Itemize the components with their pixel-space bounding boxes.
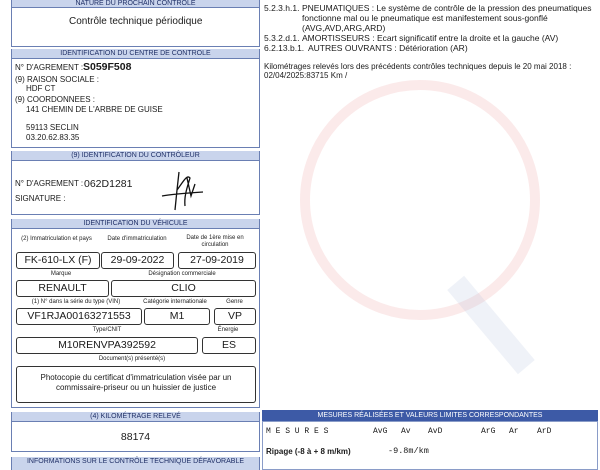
phone-number: 03.20.62.83.35: [26, 133, 80, 142]
km-value: 88174: [120, 431, 151, 443]
defect-1-code: 5.2.3.h.1.: [264, 3, 300, 13]
defect-3-text: AUTRES OUVRANTS : Détérioration (AR): [308, 43, 468, 53]
raison-sociale-label: (9) RAISON SOCIALE :: [15, 75, 100, 84]
controller-box: [11, 160, 260, 215]
ripage-label: Ripage (-8 à + 8 m/km): [266, 447, 351, 456]
vehicle-box: [11, 228, 260, 408]
center-agrement-label: N° D'AGREMENT :: [15, 63, 84, 72]
defect-1-text: PNEUMATIQUES : Le système de contrôle de la pression des pneumatiques fonctionne mal ou le pneumatique est manifestement sous-gonflé (AVG,AVD,ARG,ARD): [302, 3, 592, 33]
type-value: M10RENVPA392592: [16, 337, 198, 354]
measures-box: [262, 421, 598, 470]
defect-2-code: 5.3.2.d.1.: [264, 33, 300, 43]
immat-value: FK-610-LX (F): [16, 252, 100, 269]
defect-2-text: AMORTISSEURS : Ecart significatif entre la droite et la gauche (AV): [302, 33, 559, 43]
col-arg: ArG: [481, 427, 496, 436]
signature-label: SIGNATURE :: [15, 194, 66, 203]
col-ard: ArD: [537, 427, 552, 436]
center-agrement-value: S059F508: [83, 61, 132, 73]
designation-label: Désignation commerciale: [148, 271, 216, 277]
energie-label: Énergie: [217, 327, 239, 333]
watermark-ring-icon: [300, 80, 540, 320]
unfavorable-header: INFORMATIONS SUR LE CONTRÔLE TECHNIQUE DÉFAVORABLE: [11, 457, 260, 470]
address-line2: 59113 SECLIN: [26, 123, 79, 132]
measures-header: MESURES RÉALISÉES ET VALEURS LIMITES CORRESPONDANTES: [262, 410, 598, 421]
vin-value: VF1RJA00163271553: [16, 308, 142, 325]
genre-value: VP: [214, 308, 256, 325]
next-control-value: Contrôle technique périodique: [69, 16, 203, 27]
controller-header: (9) IDENTIFICATION DU CONTRÔLEUR: [11, 151, 260, 160]
watermark-logo: [280, 60, 590, 380]
next-control-header: NATURE DU PROCHAIN CONTROLE: [11, 0, 260, 7]
col-ar: Ar: [509, 427, 519, 436]
immat-label: (2) Immatriculation et pays: [21, 236, 92, 242]
col-av: Av: [401, 427, 411, 436]
controller-agrement-value: 062D1281: [84, 178, 133, 190]
first-circ-label: Date de 1ère mise en circulation: [186, 235, 244, 248]
col-avd: AvD: [428, 427, 443, 436]
date-immat-value: 29-09-2022: [101, 252, 174, 269]
categorie-value: M1: [144, 308, 210, 325]
docs-value: Photocopie du certificat d'immatriculation visée par un commissaire-priseur ou un huissier de justice: [16, 366, 256, 403]
next-control-box: [11, 7, 260, 47]
center-header: IDENTIFICATION DU CENTRE DE CONTROLE: [11, 49, 260, 58]
vin-label: (1) N° dans la série du type (VIN): [31, 299, 121, 305]
marque-label: Marque: [50, 271, 72, 277]
marque-value: RENAULT: [16, 280, 109, 297]
address-line1: 141 CHEMIN DE L'ARBRE DE GUISE: [26, 105, 163, 114]
categorie-label: Catégorie internationale: [143, 299, 207, 305]
raison-sociale-value: HDF CT: [26, 84, 56, 93]
controller-agrement-label: N° D'AGREMENT :: [15, 179, 84, 188]
signature-image: [157, 166, 207, 214]
energie-value: ES: [202, 337, 256, 354]
ripage-value: -9.8m/km: [388, 446, 429, 456]
coordonnees-label: (9) COORDONNEES :: [15, 95, 96, 104]
km-header: (4) KILOMÉTRAGE RELEVÉ: [11, 412, 260, 421]
docs-label: Document(s) présenté(s): [98, 356, 166, 362]
center-box: [11, 58, 260, 148]
col-avg: AvG: [373, 427, 388, 436]
date-immat-label: Date d'immatriculation: [107, 236, 167, 242]
first-circ-value: 27-09-2019: [178, 252, 256, 269]
km-history-entry: 02/04/2025:83715 Km /: [264, 71, 348, 80]
genre-label: Genre: [226, 299, 243, 305]
km-history-title: Kilométrages relevés lors des précédents contrôles techniques depuis le 20 mai 2018 :: [264, 62, 572, 71]
vehicle-header: IDENTIFICATION DU VÉHICULE: [11, 219, 260, 228]
measures-title: M E S U R E S: [266, 427, 329, 436]
type-label: Type/CNIT: [92, 327, 122, 333]
designation-value: CLIO: [111, 280, 256, 297]
defect-3-code: 6.2.13.b.1.: [264, 43, 305, 53]
km-box: [11, 421, 260, 452]
